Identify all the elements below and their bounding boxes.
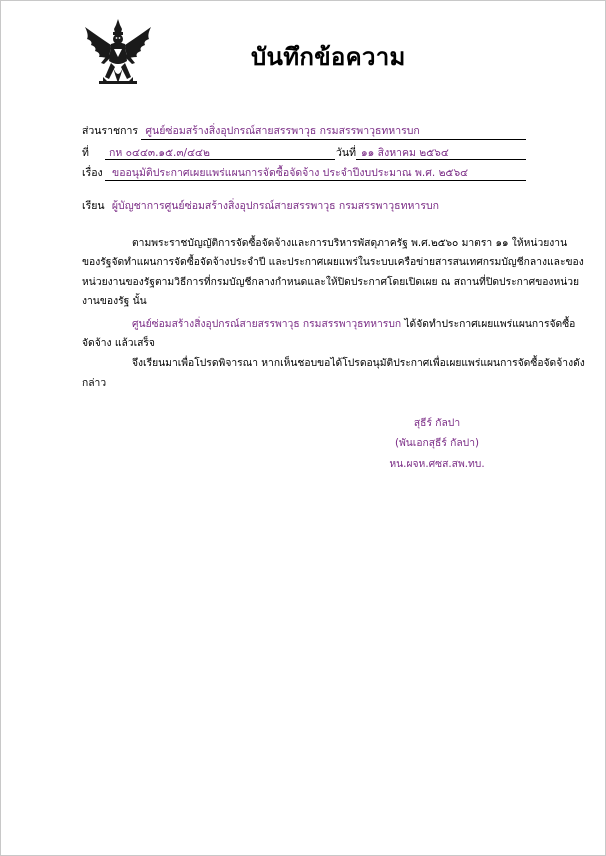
subject-label: เรื่อง — [82, 167, 103, 179]
subject-value: ขออนุมัติประกาศเผยแพร่แผนการจัดซื้อจัดจ้าง ประจำปีงบประมาณ พ.ศ. ๒๕๖๔ — [112, 167, 469, 179]
signature-rank-name: (พันเอกสุธีร์ กัลปา) — [394, 437, 480, 449]
para2-line2: จัดจ้าง แล้วเสร็จ — [82, 337, 155, 349]
para1-line4: งานของรัฐ นั้น — [82, 295, 147, 307]
ref-row — [82, 144, 89, 161]
date-label: วันที่ — [336, 147, 356, 159]
agency-label: ส่วนราชการ — [82, 125, 139, 137]
signature-name: สุธีร์ กัลปา — [413, 417, 461, 429]
para2-rest: ได้จัดทำประกาศเผยแพร่แผนการจัดซื้อ — [401, 318, 576, 330]
para2-highlight: ศูนย์ซ่อมสร้างสิ่งอุปกรณ์สายสรรพาวุธ กรมสรรพาวุธทหารบก — [132, 318, 402, 330]
subject-underline — [105, 180, 526, 181]
para1-line2: ของรัฐจัดทำแผนการจัดซื้อจัดจ้างประจำปี และประกาศเผยแพร่ในระบบเครือข่ายสารสนเทศกรมบัญชีกลางและของ — [82, 256, 584, 268]
garuda-emblem-icon — [81, 17, 155, 93]
ref-value: กห ๐๔๔๓.๑๕.๓/๔๔๒ — [109, 147, 210, 159]
signature-position: หน.ผจห.ศซส.สพ.ทบ. — [389, 458, 485, 470]
para3-line2: กล่าว — [82, 377, 107, 389]
date-value: ๑๑ สิงหาคม ๒๕๖๔ — [361, 147, 449, 159]
ref-underline — [105, 159, 335, 160]
to-row — [82, 197, 439, 214]
para2-line1 — [132, 315, 575, 335]
agency-row — [82, 122, 420, 139]
to-label: เรียน — [82, 200, 105, 212]
para1-line1: ตามพระราชบัญญัติการจัดซื้อจัดจ้างและการบริหารพัสดุภาครัฐ พ.ศ.๒๕๖๐ มาตรา ๑๑ ให้หน่วยงาน — [132, 237, 568, 249]
date-underline — [356, 159, 526, 160]
ref-label: ที่ — [82, 147, 89, 159]
subject-row — [82, 164, 468, 181]
document-title: บันทึกข้อความ — [251, 43, 406, 71]
agency-underline — [141, 139, 526, 140]
para1-line3: หน่วยงานของรัฐตามวิธีการที่กรมบัญชีกลางกำหนดและให้ปิดประกาศโดยเปิดเผย ณ สถานที่ปิดประกาศของหน่วย — [82, 276, 580, 288]
para3-line1: จึงเรียนมาเพื่อโปรดพิจารณา หากเห็นชอบขอได้โปรดอนุมัติประกาศเพื่อเผยแพร่แผนการจัดซื้อจัดจ้างดัง — [132, 357, 585, 369]
agency-value: ศูนย์ซ่อมสร้างสิ่งอุปกรณ์สายสรรพาวุธ กรมสรรพาวุธทหารบก — [145, 125, 420, 137]
to-value: ผู้บัญชาการศูนย์ซ่อมสร้างสิ่งอุปกรณ์สายสรรพาวุธ กรมสรรพาวุธทหารบก — [111, 200, 439, 212]
